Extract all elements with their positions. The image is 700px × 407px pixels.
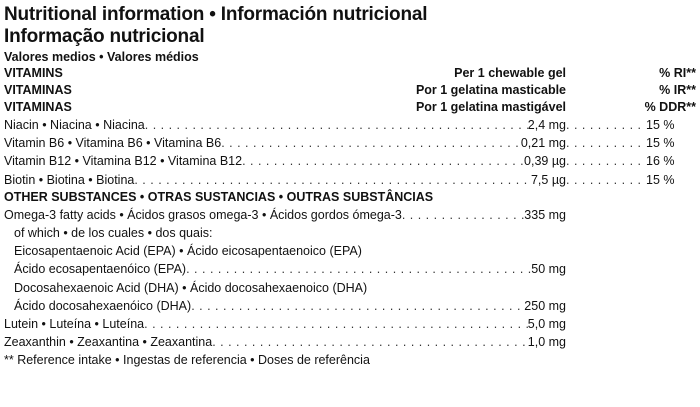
epa-name-line: Eicosapentaenoic Acid (EPA) • Ácido eicosapentaenoico (EPA) bbox=[14, 244, 362, 259]
header-col1: VITAMINAS bbox=[4, 83, 72, 97]
leader-dots bbox=[566, 134, 646, 152]
header-col3: % RI** bbox=[659, 66, 696, 80]
row-label: Ácido ecosapentaenóico (EPA) bbox=[14, 262, 187, 277]
row-label: Biotin • Biotina • Biotina bbox=[4, 172, 135, 187]
row-ri: 15 % bbox=[646, 118, 675, 132]
row-label: Lutein • Luteína • Luteína bbox=[4, 317, 145, 332]
row-value: 7,5 µg bbox=[530, 172, 566, 187]
vitamin-row bbox=[4, 171, 696, 189]
leader-dots bbox=[566, 116, 646, 134]
row-label: Omega-3 fatty acids • Ácidos grasos omega-3 • Ácidos gordos ómega-3 bbox=[4, 207, 402, 222]
vitamin-row bbox=[4, 116, 696, 134]
leader-dots bbox=[221, 134, 521, 152]
row-value: 250 mg bbox=[524, 298, 566, 313]
of-which-label: of which • de los cuales • dos quais: bbox=[14, 226, 213, 241]
other-substances-heading: OTHER SUBSTANCES • OTRAS SUSTANCIAS • OUTRAS SUBSTÂNCIAS bbox=[4, 189, 434, 204]
header-col1: VITAMINS bbox=[4, 66, 63, 80]
row-value: 0,39 µg bbox=[524, 154, 566, 169]
epa-row bbox=[4, 260, 566, 278]
row-value: 50 mg bbox=[531, 262, 566, 277]
header-col1: VITAMINAS bbox=[4, 100, 72, 114]
leader-dots bbox=[134, 171, 531, 189]
nutrition-panel bbox=[4, 4, 696, 369]
title-line-1: Nutritional information • Información nutricional bbox=[4, 4, 428, 25]
row-value: 2,4 mg bbox=[527, 118, 566, 132]
leader-dots bbox=[566, 152, 646, 170]
footnote: ** Reference intake • Ingestas de referencia • Doses de referência bbox=[4, 353, 370, 368]
row-value: 0,21 mg bbox=[520, 136, 566, 151]
leader-dots bbox=[402, 206, 524, 224]
row-ri: 16 % bbox=[646, 154, 675, 169]
row-label: Niacin • Niacina • Niacina bbox=[4, 118, 145, 132]
lutein-row bbox=[4, 315, 566, 333]
leader-dots bbox=[191, 297, 524, 315]
row-value: 5,0 mg bbox=[527, 317, 566, 332]
row-ri: 15 % bbox=[646, 172, 675, 187]
row-label: Vitamin B6 • Vitamina B6 • Vitamina B6 bbox=[4, 136, 222, 151]
header-col3: % IR** bbox=[659, 83, 696, 97]
leader-dots bbox=[242, 152, 524, 170]
dha-name-line: Docosahexaenoic Acid (DHA) • Ácido docosahexaenoico (DHA) bbox=[14, 280, 368, 295]
header-row bbox=[4, 65, 696, 82]
leader-dots bbox=[566, 171, 646, 189]
row-ri: 15 % bbox=[646, 136, 675, 151]
header-col2: Por 1 gelatina mastigável bbox=[415, 100, 566, 114]
leader-dots bbox=[145, 116, 528, 134]
row-value: 1,0 mg bbox=[527, 335, 566, 350]
title-line-2: Informação nutricional bbox=[4, 26, 205, 47]
leader-dots bbox=[212, 333, 528, 351]
vitamin-row bbox=[4, 152, 696, 170]
header-col3: % DDR** bbox=[644, 100, 696, 114]
header-col2: Por 1 gelatina masticable bbox=[415, 83, 566, 97]
omega-row bbox=[4, 206, 566, 224]
vitamin-row bbox=[4, 134, 696, 152]
subtitle: Valores medios • Valores médios bbox=[4, 50, 199, 64]
leader-dots bbox=[144, 315, 528, 333]
row-label: Zeaxanthin • Zeaxantina • Zeaxantina bbox=[4, 335, 213, 350]
dha-row bbox=[4, 297, 566, 315]
row-label: Vitamin B12 • Vitamina B12 • Vitamina B12 bbox=[4, 154, 243, 169]
header-row bbox=[4, 82, 696, 99]
row-value: 335 mg bbox=[524, 207, 566, 222]
zeaxanthin-row bbox=[4, 333, 566, 351]
leader-dots bbox=[186, 260, 531, 278]
header-row bbox=[4, 99, 696, 116]
row-label: Ácido docosahexaenóico (DHA) bbox=[14, 298, 192, 313]
header-col2: Per 1 chewable gel bbox=[454, 66, 566, 80]
